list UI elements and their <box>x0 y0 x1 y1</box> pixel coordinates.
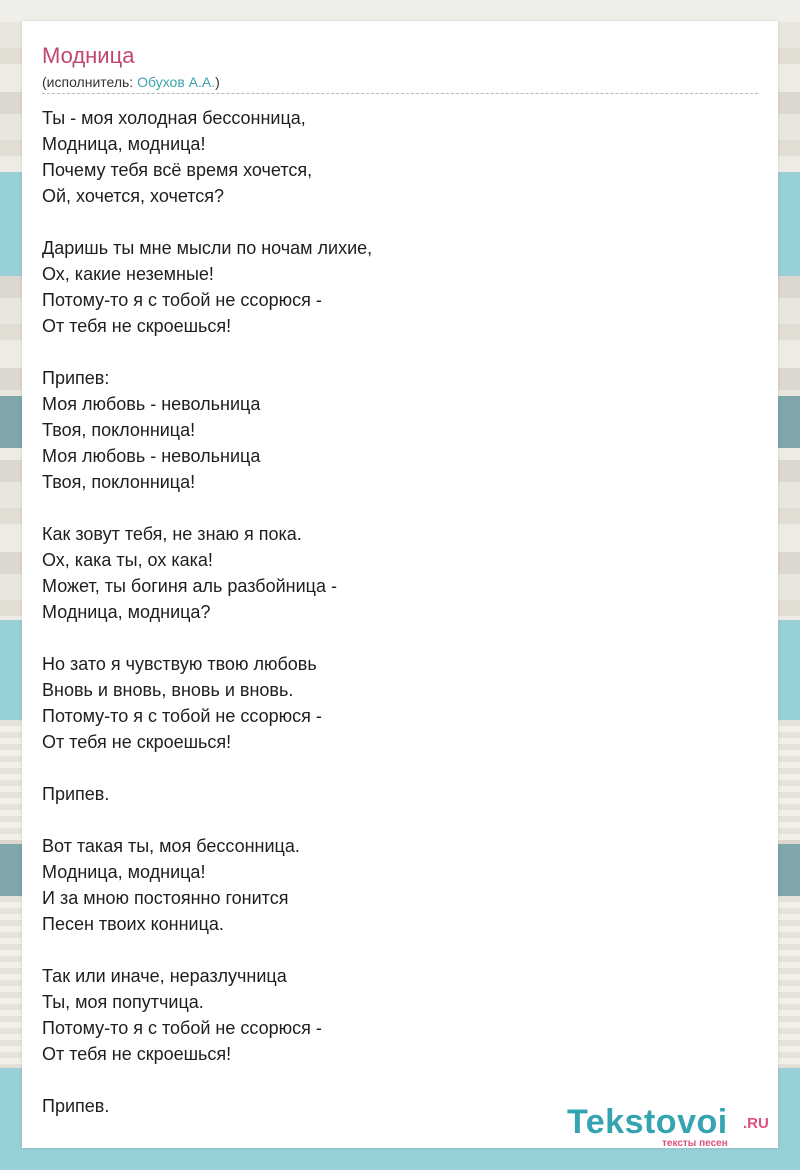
lyric-line: Потому-то я с тобой не ссорюся - <box>42 1018 322 1038</box>
lyric-line: Моя любовь - невольница <box>42 394 261 414</box>
lyric-line: Твоя, поклонница! <box>42 472 196 492</box>
lyric-line: И за мною постоянно гонится <box>42 888 289 908</box>
stanza-gap <box>42 1067 742 1093</box>
lyric-line: Припев. <box>42 1096 110 1116</box>
lyric-line: Даришь ты мне мысли по ночам лихие, <box>42 238 373 258</box>
performer-prefix: (исполнитель: <box>42 74 138 90</box>
lyric-line: Песен твоих конница. <box>42 914 224 934</box>
song-title: Модница <box>42 43 135 68</box>
stanza-gap <box>42 807 742 833</box>
stanza-gap <box>42 755 742 781</box>
lyric-line: Модница, модница! <box>42 862 206 882</box>
lyric-line: От тебя не скроешься! <box>42 316 232 336</box>
lyric-line: Как зовут тебя, не знаю я пока. <box>42 524 302 544</box>
lyric-line: Так или иначе, неразлучница <box>42 966 287 986</box>
lyric-line: Вот такая ты, моя бессонница. <box>42 836 300 856</box>
lyric-line: Твоя, поклонница! <box>42 420 196 440</box>
lyric-line: Модница, модница? <box>42 602 211 622</box>
logo-text: Tekstovoi <box>567 1103 728 1141</box>
lyric-line: Ой, хочется, хочется? <box>42 186 225 206</box>
divider <box>42 93 758 94</box>
lyric-line: От тебя не скроешься! <box>42 732 232 752</box>
lyric-line: Ты, моя попутчица. <box>42 992 204 1012</box>
stanza-gap <box>42 495 742 521</box>
lyrics-text <box>42 105 742 1119</box>
performer-line <box>42 73 220 91</box>
stanza-gap <box>42 937 742 963</box>
lyric-line: Вновь и вновь, вновь и вновь. <box>42 680 294 700</box>
lyric-line: Может, ты богиня аль разбойница - <box>42 576 337 596</box>
logo-subtitle: тексты песен <box>662 1138 728 1149</box>
stanza-gap <box>42 209 742 235</box>
stanza-gap <box>42 625 742 651</box>
lyric-line: Почему тебя всё время хочется, <box>42 160 313 180</box>
lyric-line: Но зато я чувствую твою любовь <box>42 654 317 674</box>
performer-suffix: ) <box>215 74 220 90</box>
logo-tld: .RU <box>743 1115 769 1132</box>
lyric-line: Ты - моя холодная бессонница, <box>42 108 306 128</box>
performer-link[interactable]: Обухов А.А. <box>137 74 216 90</box>
lyric-line: Модница, модница! <box>42 134 206 154</box>
lyric-line: Ох, какие неземные! <box>42 264 214 284</box>
stanza-gap <box>42 339 742 365</box>
lyric-line: Припев: <box>42 368 110 388</box>
lyric-line: Ох, кака ты, ох кака! <box>42 550 213 570</box>
background-band <box>0 0 800 22</box>
lyric-line: Моя любовь - невольница <box>42 446 261 466</box>
lyrics-card <box>22 21 778 1148</box>
lyric-line: Потому-то я с тобой не ссорюся - <box>42 290 322 310</box>
lyric-line: Припев. <box>42 784 110 804</box>
lyric-line: Потому-то я с тобой не ссорюся - <box>42 706 322 726</box>
lyric-line: От тебя не скроешься! <box>42 1044 232 1064</box>
